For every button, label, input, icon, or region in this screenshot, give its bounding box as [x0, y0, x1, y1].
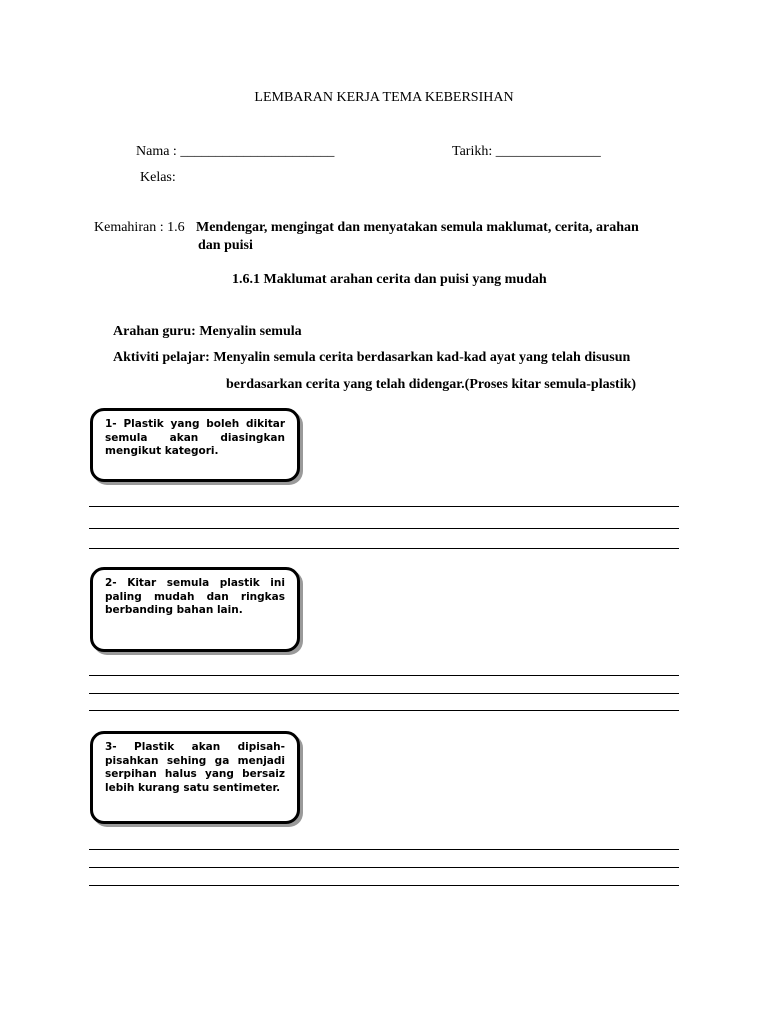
- writing-line: [89, 675, 679, 676]
- writing-line: [89, 548, 679, 549]
- writing-line: [89, 693, 679, 694]
- writing-line: [89, 528, 679, 529]
- name-field-label: Nama : ______________________: [136, 144, 335, 159]
- skill-title-line1: Mendengar, mengingat dan menyatakan semula maklumat, cerita, arahan: [196, 220, 639, 235]
- sentence-card-2: [90, 567, 300, 652]
- teacher-instruction: Arahan guru: Menyalin semula: [113, 324, 302, 339]
- sentence-card-text: 2- Kitar semula plastik ini paling mudah dan ringkas berbanding bahan lain.: [105, 577, 285, 616]
- skill-title-line2: dan puisi: [198, 238, 253, 253]
- class-field-label: Kelas:: [140, 170, 176, 185]
- sentence-card-1: [90, 408, 300, 482]
- student-activity-line1: Aktiviti pelajar: Menyalin semula cerita berdasarkan kad-kad ayat yang telah disusun: [113, 350, 631, 365]
- sub-skill: 1.6.1 Maklumat arahan cerita dan puisi yang mudah: [232, 272, 547, 287]
- writing-line: [89, 867, 679, 868]
- writing-line: [89, 506, 679, 507]
- writing-line: [89, 710, 679, 711]
- sentence-card-text: 3- Plastik akan dipisah-pisahkan sehing ga menjadi serpihan halus yang bersaiz lebih kurang satu sentimeter.: [105, 741, 285, 794]
- student-activity-line2: berdasarkan cerita yang telah didengar.(Proses kitar semula-plastik): [226, 377, 637, 392]
- writing-line: [89, 849, 679, 850]
- skill-prefix: Kemahiran : 1.6: [94, 220, 185, 235]
- worksheet-title: LEMBARAN KERJA TEMA KEBERSIHAN: [254, 90, 514, 105]
- sentence-card-3: [90, 731, 300, 824]
- sentence-card-text: 1- Plastik yang boleh dikitar semula akan diasingkan mengikut kategori.: [105, 418, 285, 457]
- writing-line: [89, 885, 679, 886]
- date-field-label: Tarikh: _______________: [452, 144, 601, 159]
